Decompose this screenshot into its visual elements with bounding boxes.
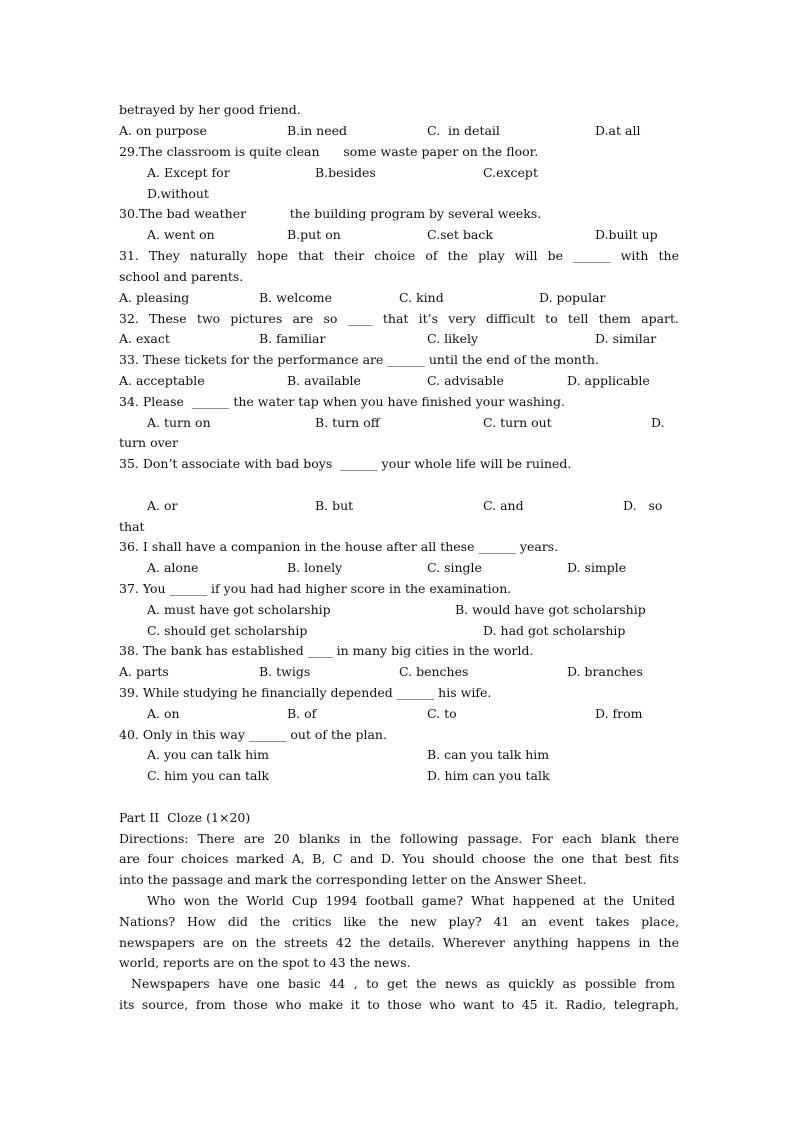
q29-option-d: D.without: [147, 186, 209, 201]
passage-line: Who won the World Cup 1994 football game? What happened at the United: [147, 893, 675, 908]
option-d: D. simple: [567, 560, 627, 575]
option-b: B. of: [287, 706, 317, 721]
directions-line: into the passage and mark the corresponding letter on the Answer Sheet.: [119, 872, 587, 887]
option-d: D. him can you talk: [427, 768, 550, 783]
option-a: A. must have got scholarship: [147, 602, 331, 617]
q37-options-cd: [119, 620, 679, 641]
option-b: B.besides: [315, 165, 376, 180]
q32-stem: 32. These two pictures are so ____ that it’s very difficult to tell them apart.: [119, 311, 679, 326]
q39-stem: 39. While studying he financially depended ______ his wife.: [119, 685, 492, 700]
option-a: A. you can talk him: [147, 747, 269, 762]
option-c: C. single: [427, 560, 482, 575]
option-a: A. went on: [147, 227, 215, 242]
q40-options-cd: [119, 765, 679, 786]
option-c: C. and: [483, 498, 524, 513]
q39-options: [119, 703, 679, 724]
option-c: C. kind: [399, 290, 444, 305]
option-d-label: D. so: [623, 498, 663, 513]
q36-options: [119, 557, 679, 578]
option-a: A. acceptable: [119, 373, 205, 388]
option-c: C. to: [427, 706, 457, 721]
passage-line: Nations? How did the critics like the new play? 41 an event takes place,: [119, 914, 679, 929]
option-b: B. available: [287, 373, 361, 388]
q40-options-ab: [119, 744, 679, 765]
q29-options: [119, 162, 679, 183]
passage-line: Newspapers have one basic 44 , to get the news as quickly as possible from: [131, 976, 675, 991]
option-b: B. welcome: [259, 290, 333, 305]
q33-options: [119, 370, 679, 391]
option-c: C. turn out: [483, 415, 552, 430]
option-b: B.in need: [287, 123, 348, 138]
option-a: A. exact: [119, 331, 170, 346]
q31-options: [119, 287, 679, 308]
option-c: C. likely: [427, 331, 479, 346]
option-c: C. in detail: [427, 123, 500, 138]
option-b: B.put on: [287, 227, 341, 242]
q38-options: [119, 661, 679, 682]
option-d: D. branches: [567, 664, 643, 679]
q37-stem: 37. You ______ if you had had higher score in the examination.: [119, 581, 512, 596]
option-c: C.except: [483, 165, 538, 180]
passage-line: newspapers are on the streets 42 the details. Wherever anything happens in the: [119, 935, 679, 950]
option-b: B. turn off: [315, 415, 380, 430]
option-a: A. on: [147, 706, 180, 721]
option-d: D.built up: [595, 227, 658, 242]
q34-stem: 34. Please ______ the water tap when you have finished your washing.: [119, 394, 565, 409]
q35-option-d-text: that: [119, 519, 145, 534]
option-b: B. twigs: [259, 664, 311, 679]
option-a: A. pleasing: [119, 290, 190, 305]
option-b: B. would have got scholarship: [455, 602, 646, 617]
option-c: C. should get scholarship: [147, 623, 308, 638]
q34-options: [119, 412, 679, 433]
directions-line: Directions: There are 20 blanks in the following passage. For each blank there: [119, 831, 679, 846]
part2-heading: Part II Cloze (1×20): [119, 810, 251, 825]
option-d: D. popular: [539, 290, 606, 305]
option-a: A. Except for: [147, 165, 230, 180]
option-d: D. applicable: [567, 373, 650, 388]
option-d: D.at all: [595, 123, 641, 138]
q31-stem-line1: 31. They naturally hope that their choice of the play will be ______ with the: [119, 248, 679, 263]
option-c: C. benches: [399, 664, 469, 679]
option-c: C.set back: [427, 227, 493, 242]
passage-line: its source, from those who make it to those who want to 45 it. Radio, telegraph,: [119, 997, 679, 1012]
option-c: C. advisable: [427, 373, 504, 388]
option-b: B. but: [315, 498, 354, 513]
option-a: A. or: [147, 498, 178, 513]
q40-stem: 40. Only in this way ______ out of the plan.: [119, 727, 387, 742]
option-a: A. alone: [147, 560, 199, 575]
option-d-label: D.: [651, 415, 665, 430]
q28-stem-tail: betrayed by her good friend.: [119, 102, 301, 117]
q32-options: [119, 328, 679, 349]
q36-stem: 36. I shall have a companion in the house after all these ______ years.: [119, 539, 559, 554]
option-d: D. similar: [595, 331, 657, 346]
q35-stem: 35. Don’t associate with bad boys ______ your whole life will be ruined.: [119, 456, 572, 471]
q38-stem: 38. The bank has established ____ in many big cities in the world.: [119, 643, 534, 658]
option-a: A. turn on: [147, 415, 211, 430]
q33-stem: 33. These tickets for the performance are ______ until the end of the month.: [119, 352, 599, 367]
option-a: A. parts: [119, 664, 169, 679]
option-b: B. familiar: [259, 331, 326, 346]
directions-line: are four choices marked A, B, C and D. You should choose the one that best fits: [119, 851, 679, 866]
q34-option-d-text: turn over: [119, 435, 179, 450]
passage-line: world, reports are on the spot to 43 the news.: [119, 955, 411, 970]
option-d: D. had got scholarship: [483, 623, 626, 638]
q31-stem-line2: school and parents.: [119, 269, 244, 284]
option-c: C. him you can talk: [147, 768, 270, 783]
q30-options: [119, 224, 679, 245]
q29-stem: 29.The classroom is quite clean some waste paper on the floor.: [119, 144, 539, 159]
q28-options: [119, 120, 679, 141]
q37-options-ab: [119, 599, 679, 620]
q35-options: [119, 495, 679, 516]
option-b: B. lonely: [287, 560, 343, 575]
option-b: B. can you talk him: [427, 747, 550, 762]
q30-stem: 30.The bad weather the building program by several weeks.: [119, 206, 542, 221]
option-d: D. from: [595, 706, 643, 721]
option-a: A. on purpose: [119, 123, 207, 138]
